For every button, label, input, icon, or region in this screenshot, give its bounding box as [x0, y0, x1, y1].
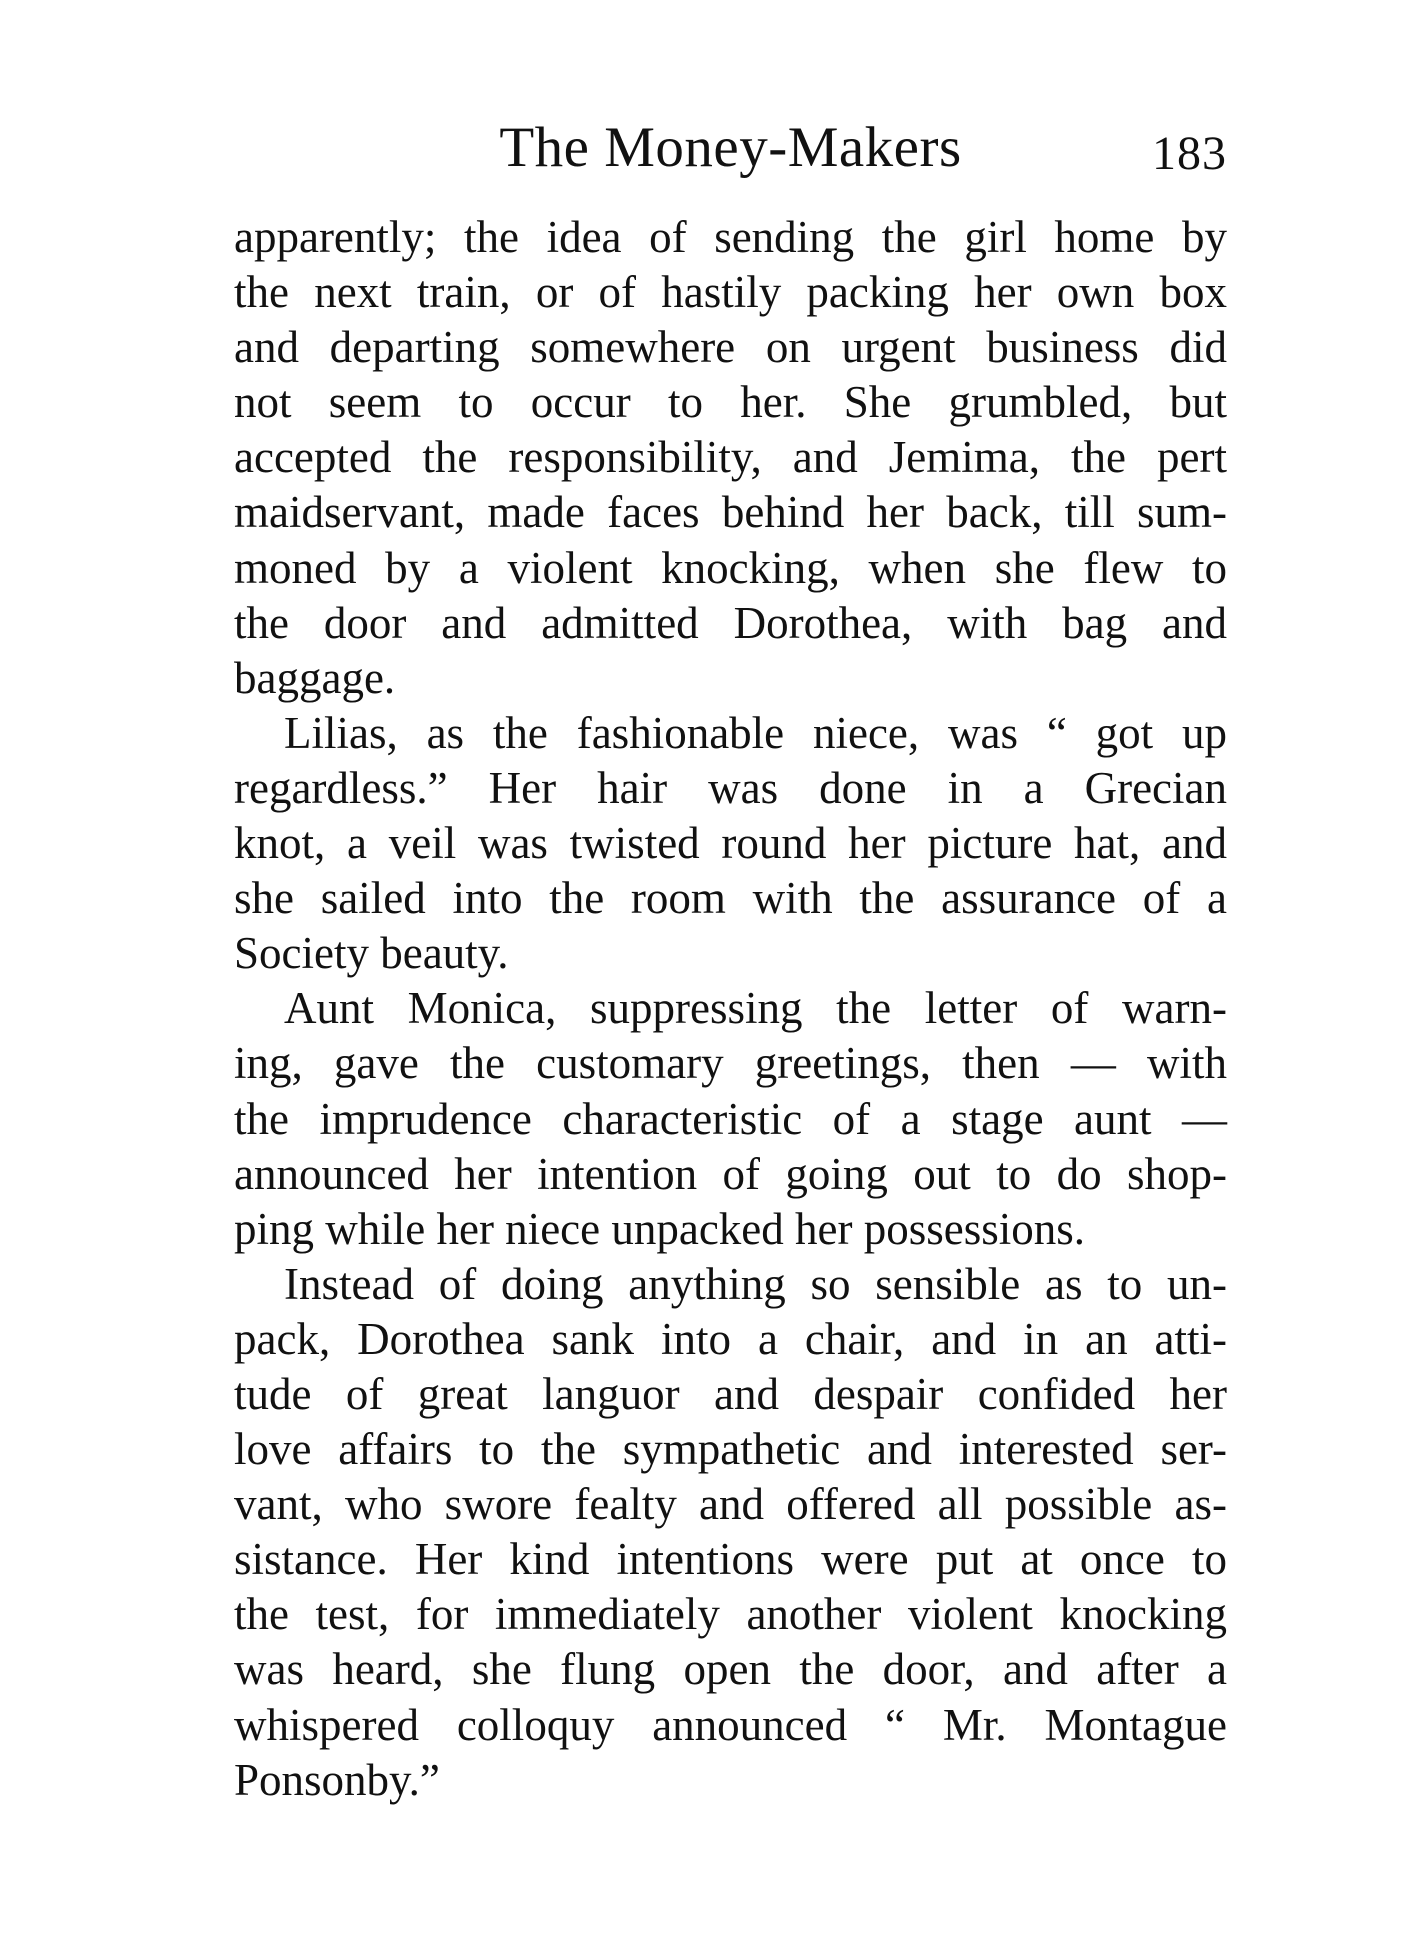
running-title: The Money-Makers [499, 116, 962, 179]
text-line: maidservant, made faces behind her back, till sum- [234, 487, 1227, 538]
text-line: whispered colloquy announced “ Mr. Montague [234, 1699, 1227, 1750]
text-line: apparently; the idea of sending the girl home by [234, 212, 1227, 262]
text-line: Ponsonby.” [234, 1754, 440, 1805]
text-line: not seem to occur to her. She grumbled, but [234, 377, 1227, 428]
text-line: was heard, she flung open the door, and after a [234, 1644, 1227, 1695]
text-line: sistance. Her kind intentions were put at once to [234, 1534, 1227, 1585]
text-line: ping while her niece unpacked her possessions. [234, 1203, 1086, 1254]
text-line: love affairs to the sympathetic and interested ser- [234, 1424, 1227, 1475]
text-line: tude of great languor and despair confided her [234, 1368, 1227, 1419]
text-line: the door and admitted Dorothea, with bag and [234, 597, 1227, 648]
page-header [234, 108, 1227, 188]
text-line: ing, gave the customary greetings, then — with [234, 1038, 1227, 1089]
text-line: the imprudence characteristic of a stage aunt — [234, 1093, 1227, 1144]
text-line: accepted the responsibility, and Jemima, the pert [234, 432, 1227, 483]
text-line: regardless.” Her hair was done in a Grecian [234, 762, 1227, 813]
body-text [234, 210, 1227, 1808]
text-line: baggage. [234, 652, 396, 703]
text-line: moned by a violent knocking, when she flew to [234, 542, 1227, 593]
text-line: announced her intention of going out to do shop- [234, 1148, 1227, 1199]
text-line: and departing somewhere on urgent business did [234, 322, 1227, 373]
text-line: she sailed into the room with the assurance of a [234, 873, 1227, 924]
text-line: the next train, or of hastily packing her own box [234, 267, 1227, 318]
text-line: Lilias, as the fashionable niece, was “ got up [284, 707, 1227, 758]
text-line: Aunt Monica, suppressing the letter of warn- [284, 983, 1227, 1034]
text-line: vant, who swore fealty and offered all possible as- [234, 1479, 1227, 1530]
text-line: Society beauty. [234, 928, 509, 979]
text-line: the test, for immediately another violent knocking [234, 1589, 1227, 1640]
text-line: Instead of doing anything so sensible as to un- [284, 1258, 1227, 1309]
page-number: 183 [1152, 127, 1227, 180]
text-line: pack, Dorothea sank into a chair, and in an atti- [234, 1313, 1227, 1364]
text-line: knot, a veil was twisted round her picture hat, and [234, 818, 1227, 869]
